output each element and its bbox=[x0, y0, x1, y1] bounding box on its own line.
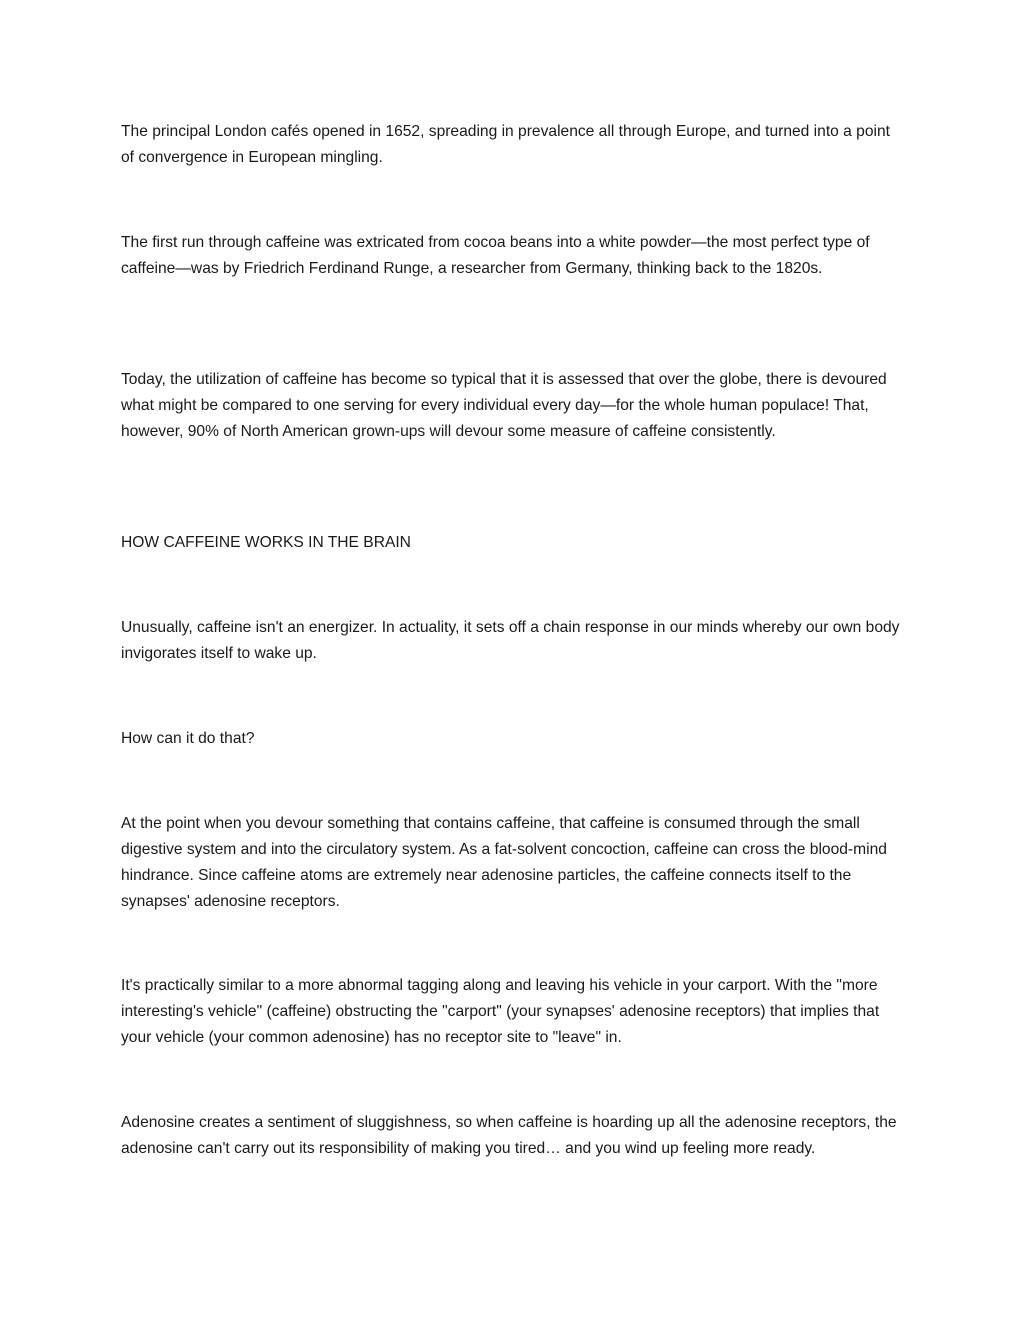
paragraph-london-cafes: The principal London cafés opened in 1652, spreading in prevalence all through Europe, and turned into a point of convergence in European mingling. bbox=[121, 123, 890, 166]
paragraph-caffeine-discovery: The first run through caffeine was extricated from cocoa beans into a white powder—the most perfect type of caffeine—was by Friedrich Ferdinand Runge, a researcher from Germany, thinking back to the 1820s. bbox=[121, 234, 870, 277]
paragraph-carport-analogy: It's practically similar to a more abnormal tagging along and leaving his vehicle in your carport. With the "more interesting's vehicle" (caffeine) obstructing the "carport" (your synapses' adenosine receptors) that implies that your vehicle (your common adenosine) has no receptor site to "leave" in. bbox=[121, 977, 880, 1046]
section-heading: HOW CAFFEINE WORKS IN THE BRAIN bbox=[121, 534, 411, 551]
paragraph-caffeine-consumption: Today, the utilization of caffeine has become so typical that it is assessed that over the globe, there is devoured what might be compared to one serving for every individual every day—for the whole human populace! That, however, 90% of North American grown-ups will devour some measure of caffeine consistently. bbox=[121, 371, 887, 440]
paragraph-question: How can it do that? bbox=[121, 730, 255, 747]
paragraph-adenosine: Adenosine creates a sentiment of sluggishness, so when caffeine is hoarding up all the adenosine receptors, the adenosine can't carry out its responsibility of making you tired… and you wind up feeling more ready. bbox=[121, 1114, 897, 1157]
paragraph-absorption: At the point when you devour something that contains caffeine, that caffeine is consumed through the small digestive system and into the circulatory system. As a fat-solvent concoction, caffeine can cross the blood-mind hindrance. Since caffeine atoms are extremely near adenosine particles, the caffeine connects itself to the synapses' adenosine receptors. bbox=[121, 815, 887, 910]
paragraph-not-energizer: Unusually, caffeine isn't an energizer. In actuality, it sets off a chain response in our minds whereby our own body invigorates itself to wake up. bbox=[121, 619, 900, 662]
